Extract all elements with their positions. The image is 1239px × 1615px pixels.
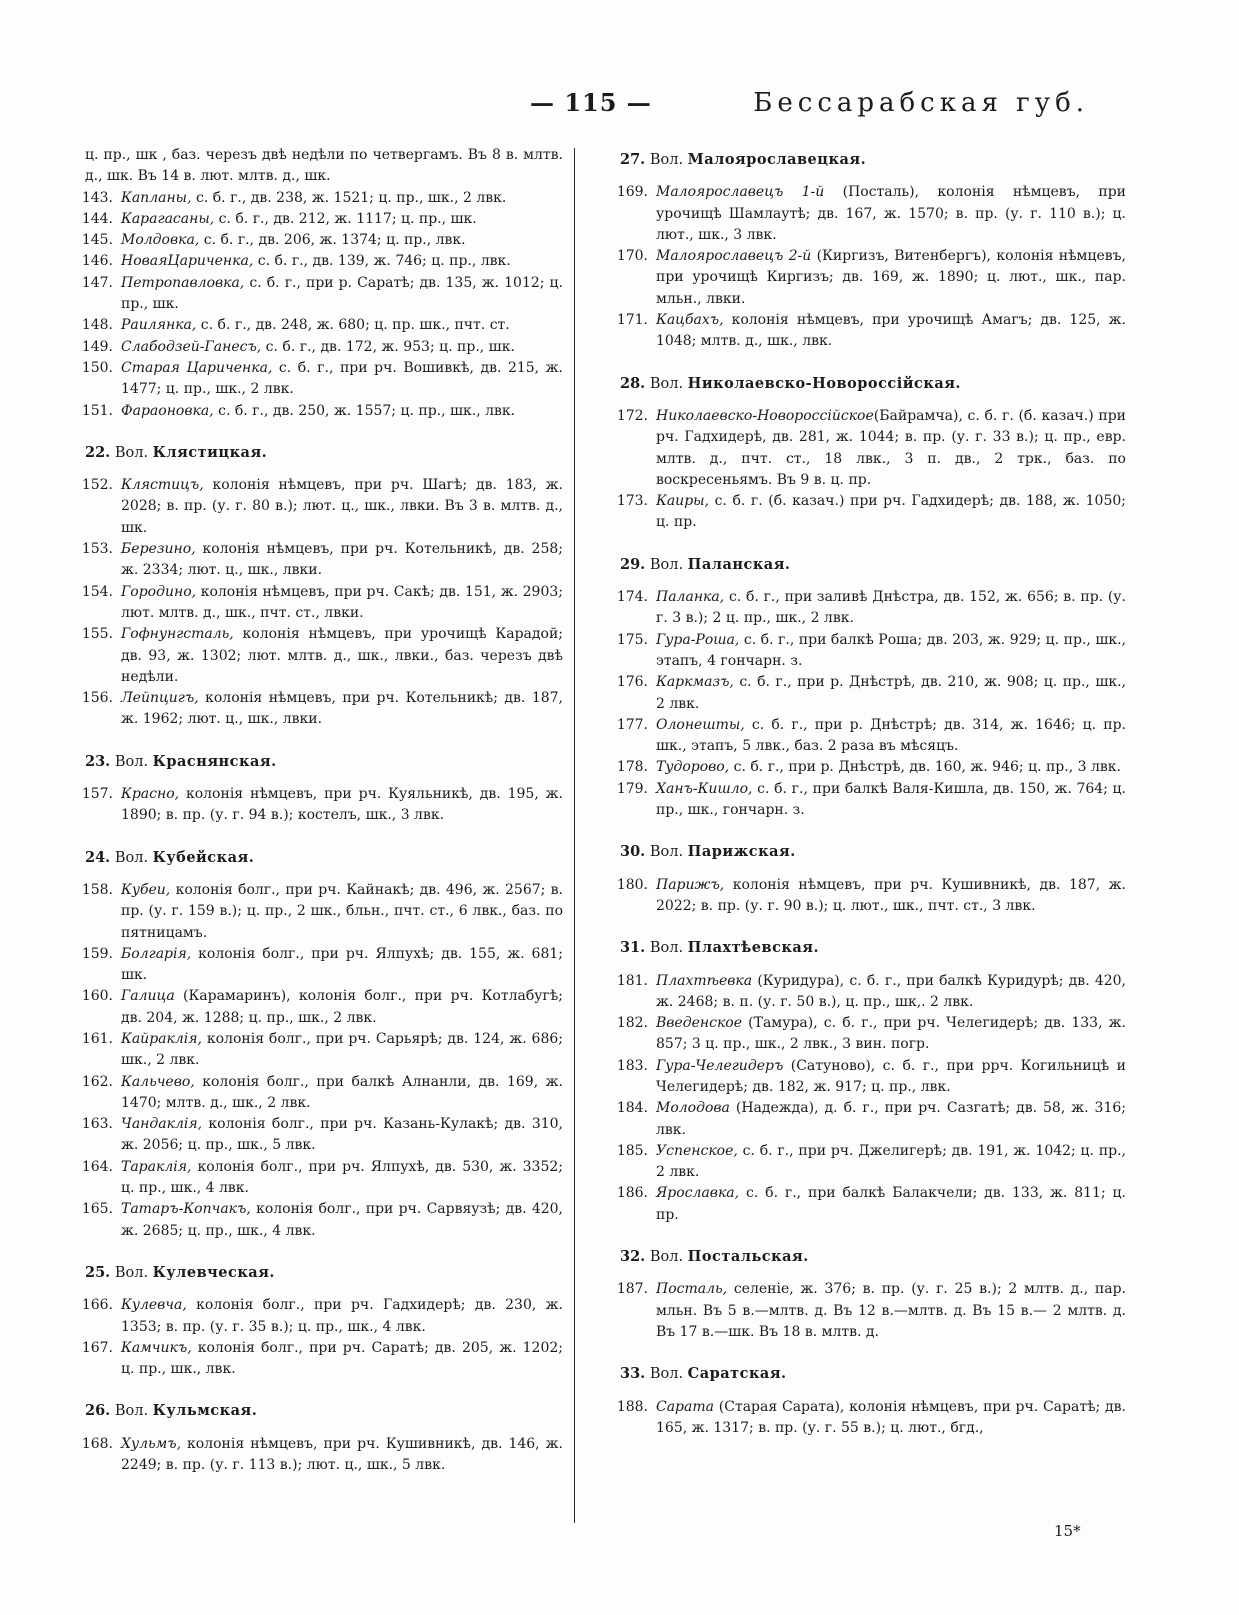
entry-body [121, 251, 563, 272]
entry-number: 170. [616, 248, 648, 265]
section-number: 32. [620, 1248, 646, 1266]
gazetteer-entry [600, 1013, 1126, 1056]
place-name: Петропавловка, [121, 274, 245, 291]
section-label: Вол. [114, 444, 149, 461]
place-name: Кальчево, [121, 1073, 195, 1090]
section-number: 22. [85, 443, 111, 461]
place-name: Сарата [656, 1398, 714, 1415]
gazetteer-entry [65, 1434, 563, 1477]
page-number: — 115 — [530, 88, 652, 117]
entry-body [121, 1072, 563, 1115]
entry-body [656, 587, 1126, 630]
entry-number: 148. [81, 317, 113, 334]
entry-text: колонія болг., при рч. Саратѣ; дв. 205, ж. 1202; ц. пр., шк., лвк. [121, 1339, 563, 1378]
section-label: Вол. [649, 375, 684, 392]
entry-body [121, 1338, 563, 1381]
section-name: Краснянская. [152, 752, 277, 770]
entry-text: с. б. г., при рч. Джелигерѣ; дв. 191, ж. 1042; ц. пр., 2 лвк. [656, 1142, 1126, 1181]
entry-text: колонія нѣмцевъ, при рч. Котельникѣ, дв. 258; ж. 2334; лют. ц., шк., лвки. [121, 541, 563, 579]
section-name: Малоярославецкая. [687, 151, 867, 168]
entry-body [121, 880, 563, 944]
place-name: Чандаклія, [121, 1116, 203, 1133]
entry-text: (Куридура), с. б. г., при балкѣ Куридурѣ; дв. 420, ж. 2468; в. п. (у. г. 50 в.), ц. пр., шк,. 2 лвк. [656, 972, 1126, 1010]
entry-number: 171. [616, 312, 648, 329]
place-name: Городино, [121, 583, 197, 600]
section-number: 29. [620, 555, 646, 573]
place-name: Кацбахъ, [656, 312, 724, 329]
entry-text: с. б. г., дв. 212, ж. 1117; ц. пр., шк. [214, 210, 477, 227]
section-number: 24. [85, 848, 111, 866]
gazetteer-entry [65, 401, 563, 422]
place-name: Карагасаны, [121, 210, 215, 227]
entry-body [121, 1199, 563, 1242]
gazetteer-entry [65, 188, 563, 209]
entry-number: 158. [81, 881, 113, 898]
gazetteer-entry [65, 358, 563, 401]
section-heading [85, 847, 563, 869]
gazetteer-entry [65, 337, 563, 358]
place-name: Олонешты, [656, 716, 745, 733]
entry-body [121, 944, 563, 987]
entry-continuation: ц. пр., шк , баз. черезъ двѣ недѣли по четвергамъ. Въ 8 в. млтв. д., шк. Въ 14 в. лют. млтв. д., шк. [85, 147, 563, 185]
gazetteer-entry [65, 1029, 563, 1072]
right-column [600, 145, 1126, 1439]
place-name: Молодова [656, 1100, 730, 1117]
entry-body [656, 971, 1126, 1014]
region-title: Бессарабская губ. [753, 88, 1089, 118]
entry-number: 143. [81, 189, 113, 206]
entry-body [656, 875, 1126, 918]
section-heading [620, 373, 1126, 395]
entry-body [121, 1157, 563, 1200]
entry-text: с. б. г., дв. 250, ж. 1557; ц. пр., шк., лвк. [213, 402, 516, 419]
place-name: Лейпцигъ, [121, 690, 199, 707]
entry-number: 176. [616, 674, 648, 691]
section-name: Кульмская. [152, 1402, 258, 1420]
entry-number: 178. [616, 759, 648, 776]
gazetteer-entry [65, 1338, 563, 1381]
entry-body [121, 582, 563, 625]
entry-text: колонія болг., при рч. Сарьярѣ; дв. 124, ж. 686; шк., 2 лвк. [121, 1030, 563, 1069]
gazetteer-entry [65, 986, 563, 1029]
entry-text: с. б. г., при балкѣ Балакчели; дв. 133, ж. 811; ц. пр. [656, 1185, 1126, 1223]
entry-number: 172. [616, 407, 648, 424]
entry-number: 162. [81, 1073, 113, 1090]
place-name: Галица [121, 988, 175, 1005]
entry-body [656, 406, 1126, 491]
place-name: Кубеи, [121, 881, 171, 898]
place-name: Тудорово, [656, 759, 730, 776]
entry-number: 186. [616, 1185, 648, 1202]
place-name: Гура-Роша, [656, 631, 740, 648]
gazetteer-entry [65, 1199, 563, 1242]
gazetteer-entry [600, 491, 1126, 534]
entry-body [121, 188, 563, 209]
place-name: Успенское, [656, 1142, 738, 1159]
entry-number: 165. [81, 1201, 113, 1218]
gazetteer-entry [65, 475, 563, 539]
entry-body [656, 779, 1126, 822]
entry-text: колонія нѣмцевъ, при рч. Куяльникѣ, дв. 195, ж. 1890; в. пр. (у. г. 94 в.); костелъ, шк., 3 лвк. [121, 786, 563, 824]
section-name: Плахтѣевская. [687, 939, 820, 957]
entry-number: 152. [81, 477, 113, 494]
entry-number: 173. [616, 493, 648, 510]
entry-number: 169. [616, 184, 648, 201]
place-name: Парижъ, [656, 876, 725, 893]
entry-body [121, 315, 563, 336]
entry-number: 160. [81, 988, 113, 1005]
place-name: Татаръ-Копчакъ, [121, 1201, 251, 1218]
entry-body [121, 273, 563, 316]
section-name: Паланская. [687, 555, 791, 573]
gazetteer-entry [600, 1098, 1126, 1141]
section-number: 23. [85, 752, 111, 770]
entry-body [121, 1295, 563, 1338]
place-name: Болгарія, [121, 945, 192, 962]
gazetteer-entry [65, 230, 563, 251]
place-name: Красно, [121, 786, 180, 803]
entry-text: с. б. г., при р. Днѣстрѣ, дв. 160, ж. 946; ц. пр., 3 лвк. [729, 759, 1121, 776]
place-name: Слабодзей-Ганесъ, [121, 338, 262, 355]
section-name: Кубейская. [152, 848, 255, 866]
section-number: 31. [620, 939, 646, 957]
gazetteer-entry [65, 209, 563, 230]
entry-text: (Тамура), с. б. г., при рч. Челегидерѣ; дв. 133, ж. 857; 3 ц. пр., шк., 2 лвк., 3 вин. погр. [656, 1015, 1126, 1053]
entry-body [121, 209, 563, 230]
entry-text: колонія нѣмцевъ, при рч. Кушивникѣ, дв. 146, ж. 2249; в. пр. (у. г. 113 в.); лют. ц., шк., 5 лвк. [121, 1435, 563, 1474]
place-name: Капланы, [121, 189, 192, 206]
section-heading [85, 1262, 563, 1284]
entry-text: (Посталь), колонія нѣмцевъ, при урочищѣ Шамлаутѣ; дв. 167, ж. 1570; в. пр. (у. г. 110 в.); ц. лют., шк., 3 лвк. [656, 184, 1126, 243]
entry-number: 167. [81, 1339, 113, 1356]
entry-body [121, 688, 563, 731]
entry-text: колонія болг., при балкѣ Алнанли, дв. 169, ж. 1470; млтв. д., шк., 2 лвк. [121, 1073, 563, 1111]
gazetteer-entry [65, 624, 563, 688]
place-name: Кайраклія, [121, 1030, 202, 1047]
place-name: Каркмазъ, [656, 674, 734, 691]
place-name: Гофнунгсталь, [121, 626, 234, 643]
section-name: Клястицкая. [152, 443, 268, 461]
entry-body [121, 475, 563, 539]
entry-text: (Карамаринъ), колонія болг., при рч. Котлабугѣ; дв. 204, ж. 1288; ц. пр., шк., 2 лвк. [121, 988, 563, 1026]
entry-number: 166. [81, 1297, 113, 1314]
entry-number: 149. [81, 338, 113, 355]
entry-text: селеніе, ж. 376; в. пр. (у. г. 25 в.); 2 млтв. д., пар. мльн. Въ 5 в.—млтв. д. Въ 12 в.—млтв. д. Въ 15 в.— 2 млтв. д. Въ 17 в.—шк. Въ 18 в. млтв. д. [656, 1281, 1126, 1340]
gazetteer-entry [65, 582, 563, 625]
section-label: Вол. [114, 1403, 149, 1420]
place-name: Малоярославецъ 2-й [656, 248, 812, 265]
entry-text: с. б. г., дв. 172, ж. 953; ц. пр., шк. [261, 338, 515, 355]
section-label: Вол. [649, 556, 684, 573]
signature-mark: 15* [1054, 1522, 1081, 1540]
gazetteer-entry [65, 1114, 563, 1157]
entry-number: 145. [81, 232, 113, 249]
entry-text: (Байрамча), с. б. г. (б. казач.) при рч. Гадхидерѣ, дв. 281, ж. 1044; в. пр. (у. г. 33 в.); ц. пр., евр. млтв. д., пчт. ст., 18 лвк., 3 п. дв., 2 трк., баз. по воскресеньямъ. Въ 9 в. ц. пр. [656, 407, 1126, 488]
entry-number: 164. [81, 1158, 113, 1175]
section-heading [620, 937, 1126, 959]
entry-number: 175. [616, 631, 648, 648]
place-name: Кулевча, [121, 1297, 187, 1314]
section-name: Кулевческая. [152, 1263, 275, 1281]
entry-body [656, 630, 1126, 673]
gazetteer-entry [65, 273, 563, 316]
place-name: Введенское [656, 1015, 743, 1032]
entry-number: 147. [81, 274, 113, 291]
gazetteer-entry [65, 1157, 563, 1200]
place-name: Николаевско-Новороссійское [656, 407, 874, 424]
gazetteer-entry [600, 587, 1126, 630]
entry-body [656, 1183, 1126, 1226]
section-label: Вол. [649, 1366, 684, 1383]
section-number: 30. [620, 843, 646, 861]
entry-number: 161. [81, 1030, 113, 1047]
section-label: Вол. [114, 849, 149, 866]
entry-text: с. б. г., дв. 238, ж. 1521; ц. пр., шк., 2 лвк. [191, 189, 507, 206]
entry-text: колонія болг., при рч. Гадхидерѣ; дв. 230, ж. 1353; в. пр. (у. г. 35 в.); ц. пр., шк., 4 лвк. [121, 1297, 563, 1335]
entry-text: колонія нѣмцевъ, при рч. Кушивникѣ, дв. 187, ж. 2022; в. пр. (у. г. 90 в.); ц. лют., шк., пчт. ст., 3 лвк. [656, 876, 1126, 914]
entry-text: колонія болг., при рч. Кайнакѣ; дв. 496, ж. 2567; в. пр. (у. г. 159 в.); ц. пр., 2 шк., бльн., пчт. ст., 6 лвк., баз. по пятницамъ. [121, 881, 563, 941]
entry-body [121, 1029, 563, 1072]
entry-number: 157. [81, 786, 113, 803]
place-name: Раилянка, [121, 317, 197, 334]
place-name: Старая Цариченка, [121, 359, 273, 376]
page-header [0, 88, 1239, 128]
entry-body [656, 1098, 1126, 1141]
entry-body [656, 182, 1126, 246]
section-heading [85, 751, 563, 773]
gazetteer-entry [600, 757, 1126, 778]
place-name: Ярославка, [656, 1185, 740, 1202]
entry-body [121, 1114, 563, 1157]
gazetteer-entry [600, 875, 1126, 918]
entry-body [121, 624, 563, 688]
entry-body [656, 491, 1126, 534]
entry-number: 156. [81, 690, 113, 707]
gazetteer-entry [65, 1295, 563, 1338]
entry-body [121, 358, 563, 401]
section-label: Вол. [114, 1264, 149, 1281]
entry-number: 185. [616, 1142, 648, 1159]
section-heading [620, 1246, 1126, 1268]
gazetteer-entry [65, 784, 563, 827]
gazetteer-entry [65, 944, 563, 987]
entry-body [121, 986, 563, 1029]
place-name: Тараклія, [121, 1158, 192, 1175]
entry-number: 181. [616, 972, 648, 989]
entry-body [121, 230, 563, 251]
section-heading [620, 554, 1126, 576]
gazetteer-entry [65, 315, 563, 336]
entry-text: с. б. г., дв. 248, ж. 680; ц. пр. шк., пчт. ст. [196, 317, 510, 334]
place-name: Камчикъ, [121, 1339, 192, 1356]
entry-body [656, 1056, 1126, 1099]
gazetteer-entry [600, 715, 1126, 758]
gazetteer-entry [600, 406, 1126, 491]
entry-text: колонія нѣмцевъ, при урочищѣ Амагъ; дв. 125, ж. 1048; млтв. д., шк., лвк. [656, 312, 1126, 350]
entry-body [121, 539, 563, 582]
gazetteer-entry [600, 779, 1126, 822]
gazetteer-entry [65, 880, 563, 944]
entry-body [656, 1279, 1126, 1343]
entry-body [121, 401, 563, 422]
place-name: Фараоновка, [121, 402, 214, 419]
place-name: Посталь, [656, 1281, 728, 1298]
entry-number: 168. [81, 1435, 113, 1452]
entry-number: 153. [81, 541, 113, 558]
gazetteer-entry [600, 1141, 1126, 1184]
section-name: Саратская. [687, 1365, 787, 1383]
entry-text: с. б. г., при р. Днѣстрѣ; дв. 314, ж. 1646; ц. пр. шк., этапъ, 5 лвк., баз. 2 раза въ мѣсяцъ. [656, 716, 1126, 755]
entry-number: 163. [81, 1116, 113, 1133]
place-name: НоваяЦариченка, [121, 253, 254, 270]
gazetteer-entry [600, 182, 1126, 246]
section-label: Вол. [114, 753, 149, 770]
entry-body [656, 1397, 1126, 1440]
gazetteer-entry [600, 1397, 1126, 1440]
section-label: Вол. [649, 1249, 684, 1266]
entry-text: с. б. г., при р. Саратѣ; дв. 135, ж. 1012; ц. пр., шк. [121, 274, 563, 313]
entry-text: с. б. г., дв. 139, ж. 746; ц. пр., лвк. [253, 253, 511, 270]
gazetteer-entry [600, 310, 1126, 353]
gazetteer-entry [600, 246, 1126, 310]
entry-text: с. б. г., при балкѣ Роша; дв. 203, ж. 929; ц. пр., шк., этапъ, 4 гончарн. з. [656, 631, 1126, 669]
entry-text: (Надежда), д. б. г., при рч. Сазгатѣ; дв. 58, ж. 316; лвк. [656, 1100, 1126, 1138]
section-number: 33. [620, 1365, 646, 1383]
entry-body [121, 784, 563, 827]
entry-number: 183. [616, 1057, 648, 1074]
section-number: 27. [620, 151, 646, 168]
entry-body [121, 337, 563, 358]
entry-text: колонія нѣмцевъ, при урочищѣ Карадой; дв. 93, ж. 1302; лют. млтв. д., шк., лвки., баз. черезъ двѣ недѣли. [121, 626, 563, 685]
entry-text: с. б. г., при балкѣ Валя-Кишла, дв. 150, ж. 764; ц. пр., шк., гончарн. з. [656, 780, 1126, 819]
gazetteer-entry [600, 971, 1126, 1014]
entry-body [656, 310, 1126, 353]
entry-body [656, 757, 1126, 778]
gazetteer-entry [600, 672, 1126, 715]
entry-number: 159. [81, 945, 113, 962]
entry-text: (Сатуново), с. б. г., при ррч. Когильницѣ и Челегидерѣ; дв. 182, ж. 917; ц. пр., лвк. [656, 1057, 1126, 1095]
entry-text: колонія нѣмцевъ, при рч. Сакѣ; дв. 151, ж. 2903; лют. млтв. д., шк., пчт. ст., лвки. [121, 583, 563, 621]
gazetteer-entry [600, 630, 1126, 673]
section-name: Парижская. [687, 843, 796, 861]
entry-text: с. б. г., при рч. Вошивкѣ, дв. 215, ж. 1477; ц. пр., шк., 2 лвк. [121, 359, 563, 398]
section-name: Постальская. [687, 1248, 809, 1266]
entry-body [656, 672, 1126, 715]
entry-body [656, 246, 1126, 310]
gazetteer-entry [65, 251, 563, 272]
entry-text: с. б. г., дв. 206, ж. 1374; ц. пр., лвк. [199, 232, 466, 249]
entry-number: 187. [616, 1281, 648, 1298]
entry-number: 179. [616, 780, 648, 797]
section-label: Вол. [649, 844, 684, 861]
place-name: Плахтѣевка [656, 972, 753, 989]
entry-text: с. б. г. (б. казач.) при рч. Гадхидерѣ; дв. 188, ж. 1050; ц. пр. [656, 493, 1126, 531]
place-name: Паланка, [656, 589, 725, 606]
entry-text: (Старая Сарата), колонія нѣмцевъ, при рч. Саратѣ; дв. 165, ж. 1317; в. пр. (у. г. 55 в.); ц. лют., бгд., [656, 1398, 1126, 1436]
entry-text: с. б. г., при р. Днѣстрѣ, дв. 210, ж. 908; ц. пр., шк., 2 лвк. [656, 674, 1126, 712]
section-heading [620, 149, 1126, 171]
left-column [65, 145, 563, 1476]
entry-body [656, 715, 1126, 758]
place-name: Каиры, [656, 493, 710, 510]
entry-text: колонія болг., при рч. Ялпухѣ; дв. 155, ж. 681; шк. [121, 945, 563, 984]
entry-text: колонія болг., при рч. Ялпухѣ, дв. 530, ж. 3352; ц. пр., шк., 4 лвк. [121, 1158, 563, 1197]
gazetteer-entry [600, 1056, 1126, 1099]
entry-number: 146. [81, 253, 113, 270]
section-label: Вол. [649, 940, 684, 957]
place-name: Молдовка, [121, 232, 200, 249]
entry-number: 150. [81, 359, 113, 376]
section-heading [85, 1400, 563, 1422]
place-name: Березино, [121, 541, 196, 558]
column-divider [574, 148, 575, 1523]
section-heading [620, 841, 1126, 863]
place-name: Ханъ-Кишло, [656, 780, 753, 797]
entry-number: 151. [81, 402, 113, 419]
entry-text: с. б. г., при заливѣ Днѣстра, дв. 152, ж. 656; в. пр. (у. г. 3 в.); 2 ц. пр., шк., 2 лвк. [656, 589, 1126, 627]
entry-body [656, 1013, 1126, 1056]
place-name: Хульмъ, [121, 1435, 182, 1452]
entry-text: (Киргизъ, Витенбергъ), колонія нѣмцевъ, при урочищѣ Киргизъ; дв. 169, ж. 1890; ц. лют., шк., пар. мльн., лвки. [656, 248, 1126, 307]
entry-body [656, 1141, 1126, 1184]
entry-text: колонія болг., при рч. Казань-Кулакѣ; дв. 310, ж. 2056; ц. пр., шк., 5 лвк. [121, 1116, 563, 1154]
entry-number: 174. [616, 589, 648, 606]
gazetteer-entry [65, 688, 563, 731]
entry-number: 184. [616, 1100, 648, 1117]
gazetteer-entry [600, 1279, 1126, 1343]
entry-text: колонія нѣмцевъ, при рч. Шагѣ; дв. 183, ж. 2028; в. пр. (у. г. 80 в.); лют. ц., шк., лвки. Въ 3 в. млтв. д., шк. [121, 477, 563, 536]
section-number: 26. [85, 1402, 111, 1420]
section-heading [620, 1363, 1126, 1385]
section-label: Вол. [649, 152, 684, 168]
entry-number: 180. [616, 876, 648, 893]
entry-text: колонія болг., при рч. Сарвяузѣ; дв. 420, ж. 2685; ц. пр., шк., 4 лвк. [121, 1201, 563, 1239]
place-name: Малоярославецъ 1-й [656, 184, 825, 201]
entry-number: 188. [616, 1398, 648, 1415]
entry-number: 154. [81, 583, 113, 600]
entry-body [121, 1434, 563, 1477]
section-number: 28. [620, 374, 646, 392]
section-heading [85, 442, 563, 464]
entry-number: 182. [616, 1015, 648, 1032]
entry-number: 177. [616, 716, 648, 733]
gazetteer-entry [65, 539, 563, 582]
section-number: 25. [85, 1263, 111, 1281]
place-name: Гура-Челегидеръ [656, 1057, 784, 1074]
gazetteer-entry [600, 1183, 1126, 1226]
section-name: Николаевско-Новороссійская. [687, 374, 961, 392]
place-name: Клястицъ, [121, 477, 204, 494]
entry-number: 144. [81, 210, 113, 227]
entry-text: колонія нѣмцевъ, при рч. Котельникѣ; дв. 187, ж. 1962; лют. ц., шк., лвки. [121, 690, 563, 728]
entry-number: 155. [81, 626, 113, 643]
gazetteer-entry [65, 1072, 563, 1115]
